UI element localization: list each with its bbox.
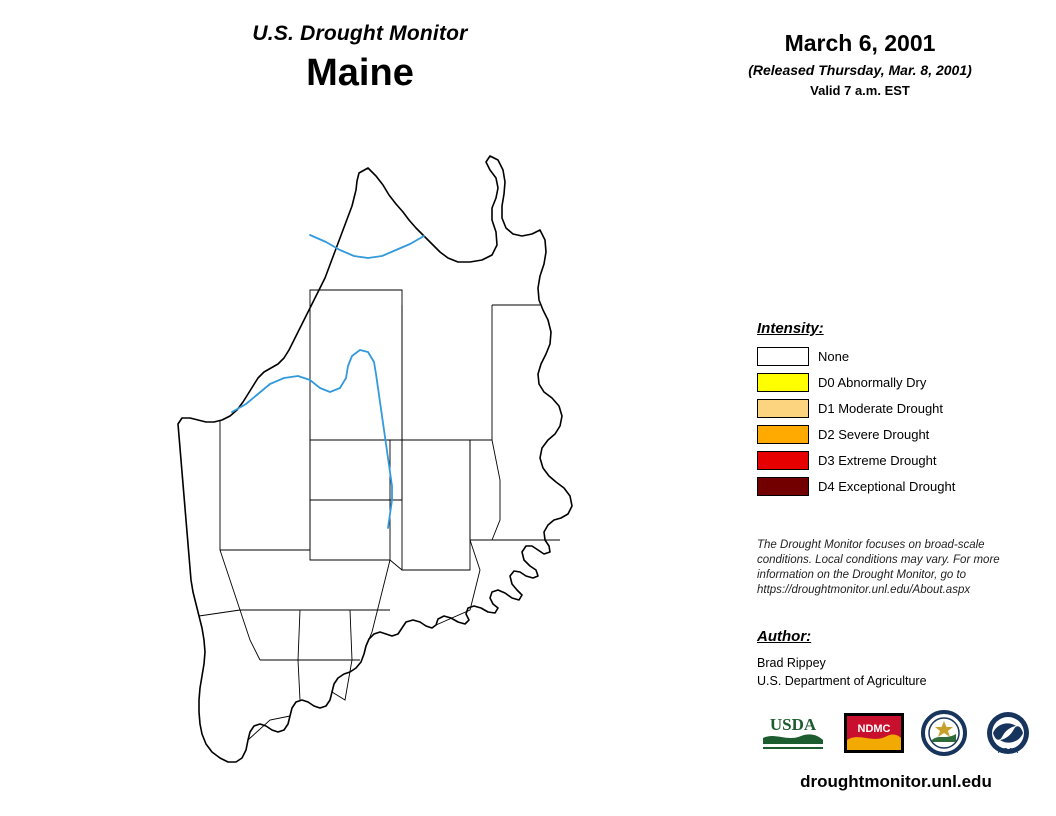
legend-label-d4: D4 Exceptional Drought [818,478,956,494]
state-outline-maine [178,156,572,762]
svg-text:NDMC: NDMC [857,722,891,735]
legend-item-d4 [757,475,1037,497]
legend [757,320,1037,501]
released-date: (Released Thursday, Mar. 8, 2001) [748,62,972,78]
page-title: U.S. Drought Monitor [252,22,468,45]
usda-seal-logo [919,710,969,756]
legend-item-none [757,345,1037,367]
logo-strip [757,705,1047,760]
legend-swatch-d1 [757,399,809,418]
svg-text:USDA: USDA [769,714,817,734]
ndmc-logo [843,710,905,756]
header-date-block [690,30,1030,98]
legend-item-d1 [757,397,1037,419]
author-affiliation: U.S. Department of Agriculture [757,674,927,688]
state-outline-group [178,156,572,762]
legend-label-d2: D2 Severe Drought [818,426,930,442]
legend-swatch-d4 [757,477,809,496]
legend-swatch-none [757,347,809,366]
valid-time: Valid 7 a.m. EST [810,83,910,98]
legend-title: Intensity: [757,320,824,337]
noaa-logo [983,710,1033,756]
author-name: Brad Rippey [757,656,826,670]
usda-logo [757,710,829,756]
legend-label-d1: D1 Moderate Drought [818,400,944,416]
legend-item-d2 [757,423,1037,445]
legend-swatch-d2 [757,425,809,444]
svg-text:NOAA: NOAA [997,747,1019,755]
legend-label-d0: D0 Abnormally Dry [818,374,927,390]
author-heading: Author: [757,628,812,645]
drought-map [140,140,700,800]
disclaimer-text: The Drought Monitor focuses on broad-scale conditions. Local conditions may vary. For more information on the Drought Monitor, go to https://droughtmonitor.unl.edu/About.aspx [757,539,1000,596]
author-block [757,628,1037,690]
legend-swatch-d3 [757,451,809,470]
legend-item-d3 [757,449,1037,471]
legend-label-none: None [818,348,850,364]
state-title: Maine [306,52,414,94]
footer-url[interactable]: droughtmonitor.unl.edu [800,772,992,791]
legend-item-d0 [757,371,1037,393]
legend-swatch-d0 [757,373,809,392]
header-title-block [150,22,570,95]
valid-date: March 6, 2001 [784,30,936,56]
legend-label-d3: D3 Extreme Drought [818,452,937,468]
